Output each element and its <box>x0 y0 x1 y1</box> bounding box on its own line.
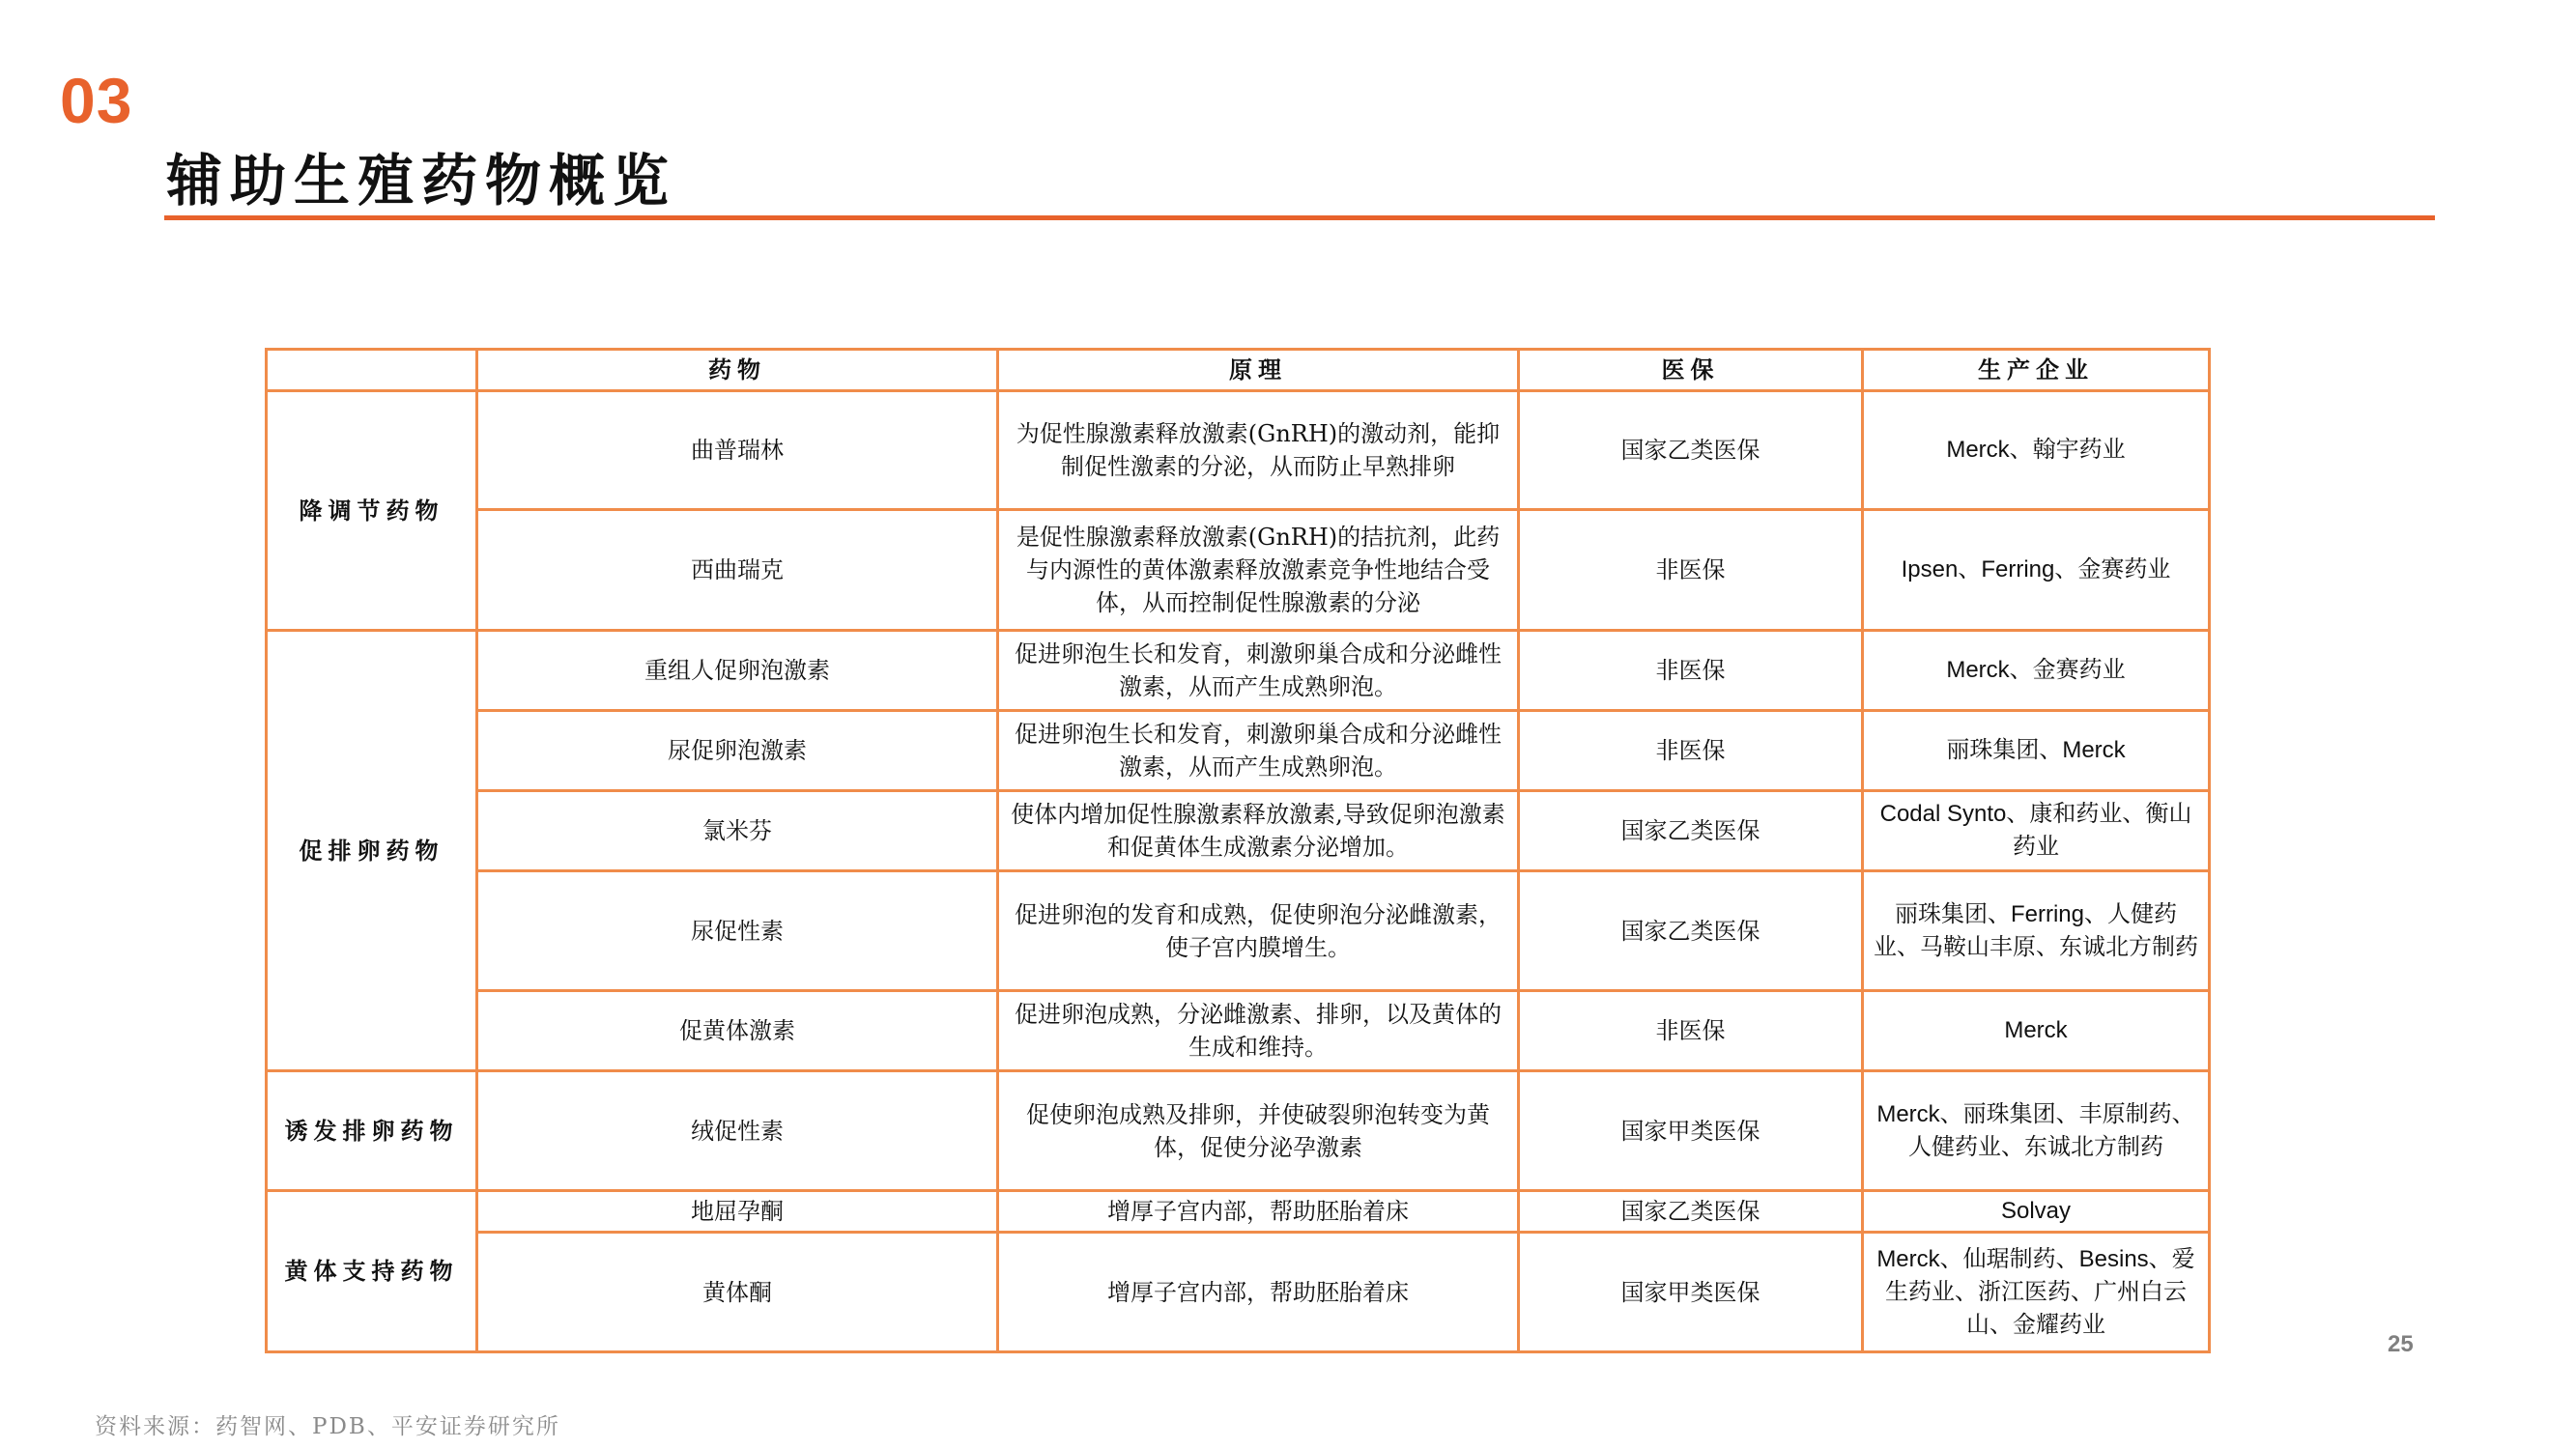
table-row <box>267 991 2210 1071</box>
mechanism-cell: 促进卵泡成熟，分泌雌激素、排卵，以及黄体的生成和维持。 <box>998 991 1519 1071</box>
page-title: 辅助生殖药物概览 <box>166 148 677 213</box>
manufacturers-cell: Merck、翰宇药业 <box>1863 391 2210 510</box>
drug-cell: 重组人促卵泡激素 <box>477 631 998 711</box>
manufacturers-cell: Codal Synto、康和药业、衡山药业 <box>1863 791 2210 871</box>
mechanism-cell: 增厚子宫内部，帮助胚胎着床 <box>998 1191 1519 1233</box>
mechanism-cell: 使体内增加促性腺激素释放激素,导致促卵泡激素和促黄体生成激素分泌增加。 <box>998 791 1519 871</box>
manufacturers-cell: Merck、丽珠集团、丰原制药、人健药业、东诚北方制药 <box>1863 1071 2210 1191</box>
manufacturers-cell: Solvay <box>1863 1191 2210 1233</box>
manufacturers-cell: 丽珠集团、Ferring、人健药业、马鞍山丰原、东诚北方制药 <box>1863 871 2210 991</box>
drug-overview-table <box>265 348 2211 1353</box>
drug-cell: 尿促卵泡激素 <box>477 711 998 791</box>
manufacturers-cell: Merck、仙琚制药、Besins、爱生药业、浙江医药、广州白云山、金耀药业 <box>1863 1233 2210 1352</box>
category-cell: 促排卵药物 <box>267 631 477 1071</box>
page-number: 25 <box>2388 1331 2414 1357</box>
mechanism-cell: 为促性腺激素释放激素(GnRH)的激动剂，能抑制促性激素的分泌，从而防止早熟排卵 <box>998 391 1519 510</box>
mechanism-cell: 促进卵泡的发育和成熟，促使卵泡分泌雌激素，使子宫内膜增生。 <box>998 871 1519 991</box>
table-row <box>267 871 2210 991</box>
drug-cell: 氯米芬 <box>477 791 998 871</box>
table-header-row <box>267 350 2210 391</box>
source-note: 资料来源：药智网、PDB、平安证券研究所 <box>95 1414 560 1439</box>
insurance-cell: 国家甲类医保 <box>1519 1233 1863 1352</box>
manufacturers-cell: 丽珠集团、Merck <box>1863 711 2210 791</box>
mechanism-cell: 促进卵泡生长和发育，刺激卵巢合成和分泌雌性激素，从而产生成熟卵泡。 <box>998 711 1519 791</box>
table-row <box>267 1071 2210 1191</box>
table-row <box>267 791 2210 871</box>
insurance-cell: 非医保 <box>1519 711 1863 791</box>
insurance-cell: 国家乙类医保 <box>1519 791 1863 871</box>
table-row <box>267 1191 2210 1233</box>
table-row <box>267 1233 2210 1352</box>
insurance-cell: 国家乙类医保 <box>1519 1191 1863 1233</box>
mechanism-cell: 促进卵泡生长和发育，刺激卵巢合成和分泌雌性激素，从而产生成熟卵泡。 <box>998 631 1519 711</box>
insurance-cell: 非医保 <box>1519 510 1863 631</box>
mechanism-cell: 增厚子宫内部，帮助胚胎着床 <box>998 1233 1519 1352</box>
mechanism-cell: 促使卵泡成熟及排卵，并使破裂卵泡转变为黄体，促使分泌孕激素 <box>998 1071 1519 1191</box>
insurance-cell: 非医保 <box>1519 991 1863 1071</box>
manufacturers-cell: Ipsen、Ferring、金赛药业 <box>1863 510 2210 631</box>
table-row <box>267 391 2210 510</box>
drug-cell: 曲普瑞林 <box>477 391 998 510</box>
drug-cell: 地屈孕酮 <box>477 1191 998 1233</box>
table-row <box>267 510 2210 631</box>
header-mechanism: 原理 <box>998 350 1519 391</box>
section-number: 03 <box>60 65 133 136</box>
drug-cell: 西曲瑞克 <box>477 510 998 631</box>
header-drug: 药物 <box>477 350 998 391</box>
table-row <box>267 631 2210 711</box>
header-manufacturers: 生产企业 <box>1863 350 2210 391</box>
category-cell: 诱发排卵药物 <box>267 1071 477 1191</box>
mechanism-cell: 是促性腺激素释放激素(GnRH)的拮抗剂，此药与内源性的黄体激素释放激素竞争性地结合受体，从而控制促性腺激素的分泌 <box>998 510 1519 631</box>
insurance-cell: 国家甲类医保 <box>1519 1071 1863 1191</box>
header-category <box>267 350 477 391</box>
category-cell: 降调节药物 <box>267 391 477 631</box>
header-insurance: 医保 <box>1519 350 1863 391</box>
table-row <box>267 711 2210 791</box>
insurance-cell: 国家乙类医保 <box>1519 871 1863 991</box>
drug-cell: 黄体酮 <box>477 1233 998 1352</box>
drug-cell: 尿促性素 <box>477 871 998 991</box>
insurance-cell: 非医保 <box>1519 631 1863 711</box>
category-cell: 黄体支持药物 <box>267 1191 477 1352</box>
drug-cell: 绒促性素 <box>477 1071 998 1191</box>
insurance-cell: 国家乙类医保 <box>1519 391 1863 510</box>
manufacturers-cell: Merck <box>1863 991 2210 1071</box>
manufacturers-cell: Merck、金赛药业 <box>1863 631 2210 711</box>
title-underline <box>164 215 2435 220</box>
drug-cell: 促黄体激素 <box>477 991 998 1071</box>
